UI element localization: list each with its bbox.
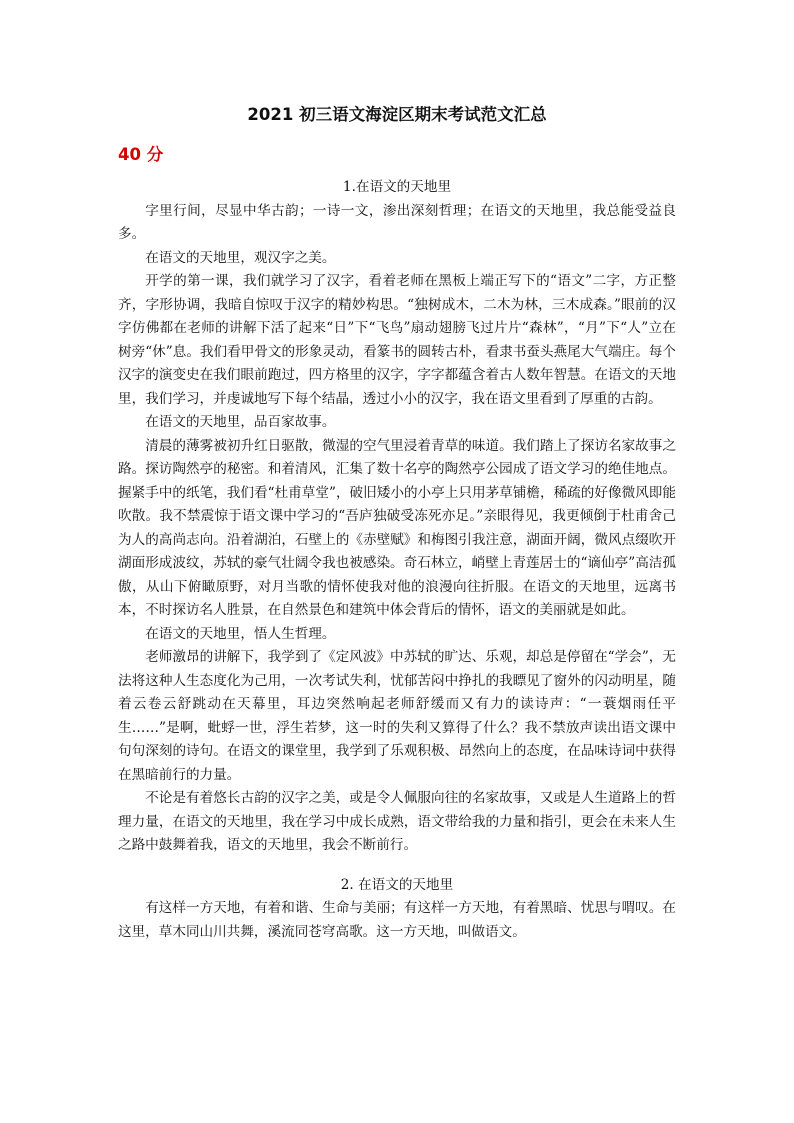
paragraph: 有这样一方天地，有着和谐、生命与美丽；有这样一方天地，有着黑暗、忧思与喟叹。在这里，草木同山川共舞，溪流同苍穹高歌。这一方天地，叫做语文。 (118, 900, 676, 940)
essay-title: 1.在语文的天地里 (342, 179, 452, 195)
essay-1 (118, 176, 676, 858)
score-label: 40 分 (118, 145, 164, 164)
essay-title: 2. 在语文的天地里 (340, 876, 454, 893)
document-title: 2021 初三语文海淀区期末考试范文汇总 (247, 105, 547, 124)
paragraph: 在语文的天地里，悟人生哲理。 (145, 625, 336, 642)
paragraph: 在语文的天地里，品百家故事。 (145, 414, 336, 430)
paragraph: 字里行间，尽显中华古韵；一诗一文，渗出深刻哲理；在语文的天地里，我总能受益良多。 (118, 202, 676, 242)
essay-2 (118, 874, 676, 945)
document-page (118, 102, 676, 944)
paragraph: 开学的第一课，我们就学习了汉字，看着老师在黑板上端正写下的“语文”二字，方正整齐，字形协调，我暗自惊叹于汉字的精妙构思。“独树成木，二木为林，三木成森。”眼前的汉字仿佛都在老师的讲解下活了起来“日”下“飞鸟”扇动翅膀飞过片片“森林”，“月”下“人”立在树旁“休”息。我们看甲骨文的形象灵动，看篆书的圆转古朴，看隶书蚕头燕尾大气端庄。每个汉字的演变史在我们眼前跑过，四方格里的汉字，字字都蕴含着古人数年智慧。在语文的天地里，我们学习，并虔诚地写下每个结晶，透过小小的汉字，我在语文里看到了厚重的古韵。 (118, 273, 676, 407)
paragraph: 清晨的薄雾被初升红日驱散，微湿的空气里浸着青草的味道。我们踏上了探访名家故事之路。探访陶然亭的秘密。和着清风，汇集了数十名亭的陶然亭公园成了语文学习的绝佳地点。握紧手中的纸笔，我们看“杜甫草堂”，破旧矮小的小亭上只用茅草铺檐，稀疏的好像微风即能吹散。我不禁震惊于语文课中学习的“吾庐独破受冻死亦足。”亲眼得见，我更倾倒于杜甫舍己为人的高尚志向。沿着湖泊，石壁上的《赤壁赋》和梅图引我注意，湖面开阔，微风点缀吹开湖面形成波纹，苏轼的豪气壮阔令我也被感染。奇石林立，峭壁上青莲居士的“谪仙亭”高洁孤傲，从山下俯瞰原野，对月当歌的情怀使我对他的浪漫向往折服。在语文的天地里，远离书本，不时探访名人胜景，在自然景色和建筑中体会背后的情怀，语文的美丽就是如此。 (118, 437, 676, 618)
paragraph: 不论是有着悠长古韵的汉字之美，或是令人佩服向往的名家故事，又或是人生道路上的哲理力量，在语文的天地里，我在学习中成长成熟，语文带给我的力量和指引，更会在未来人生之路中鼓舞着我，语文的天地里，我会不断前行。 (118, 790, 676, 853)
paragraph: 在语文的天地里，观汉字之美。 (145, 249, 336, 266)
paragraph: 老师激昂的讲解下，我学到了《定风波》中苏轼的旷达、乐观，却总是停留在“学会”，无法将这种人生态度化为己用，一次考试失利，忧郁苦闷中挣扎的我瞟见了窗外的闪动明星，随着云卷云舒跳动在天幕里，耳边突然响起老师舒缓而又有力的读诗声：“一蓑烟雨任平生……”是啊，蚍蜉一世，浮生若梦，这一时的失利又算得了什么？我不禁放声读出语文课中句句深刻的诗句。在语文的课堂里，我学到了乐观积极、昂然向上的态度，在品味诗词中获得在黑暗前行的力量。 (118, 649, 676, 783)
